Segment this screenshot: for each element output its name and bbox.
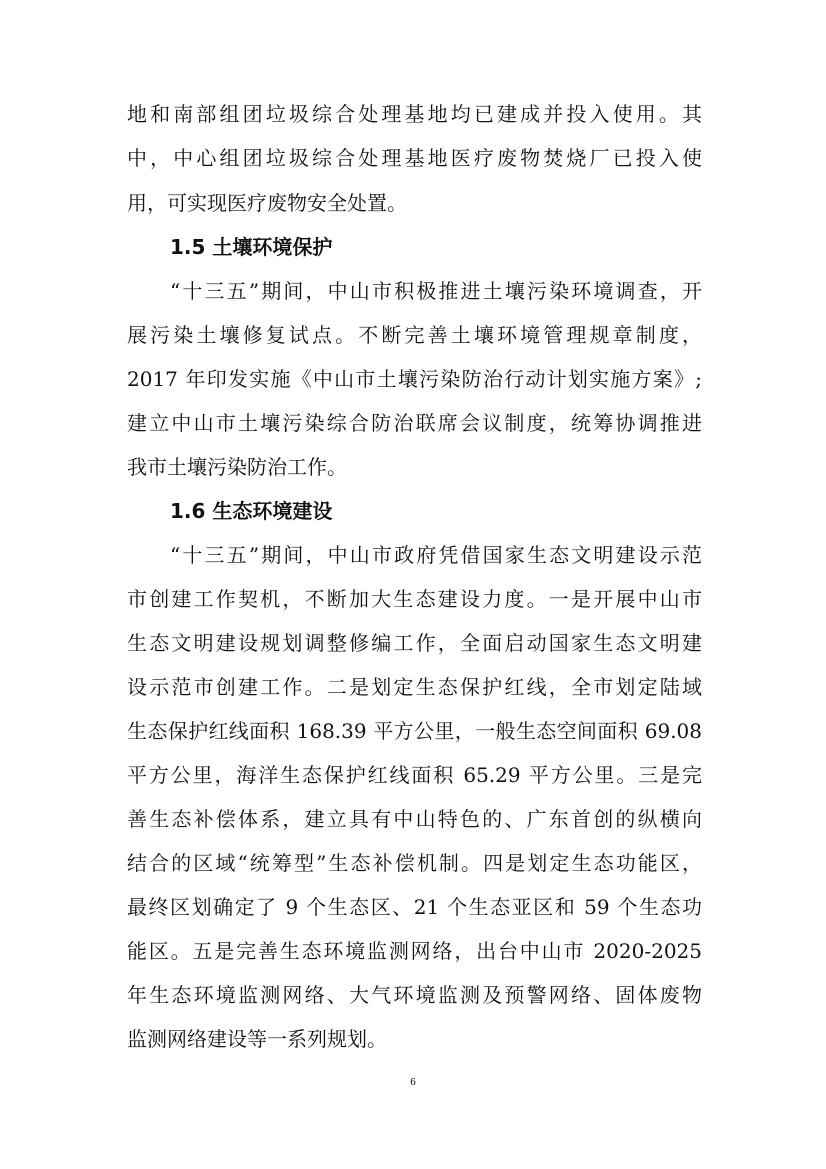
paragraph-line: “十三五”期间，中山市积极推进土壤污染环境调查，开 [170,279,702,303]
paragraph-line: 设示范市创建工作。二是划定生态保护红线，全市划定陆域 [127,675,702,699]
paragraph-line: 建立中山市土壤污染综合防治联席会议制度，统筹协调推进 [127,411,702,435]
paragraph-line: 监测网络建设等一系列规划。 [127,1027,387,1051]
paragraph-line: 平方公里，海洋生态保护红线面积 65.29 平方公里。三是完 [127,763,702,787]
paragraph-line: 地和南部组团垃圾综合处理基地均已建成并投入使用。其 [127,102,702,126]
paragraph-line: 最终区划确定了 9 个生态区、21 个生态亚区和 59 个生态功 [127,895,702,919]
paragraph-line: 用，可实现医疗废物安全处置。 [127,191,407,215]
paragraph-line: 我市土壤污染防治工作。 [127,455,347,479]
paragraph-line: 年生态环境监测网络、大气环境监测及预警网络、固体废物 [127,983,702,1007]
paragraph-line: 中，中心组团垃圾综合处理基地医疗废物焚烧厂已投入使 [127,146,702,170]
paragraph-line: 生态文明建设规划调整修编工作，全面启动国家生态文明建 [127,631,702,655]
paragraph-line: 展污染土壤修复试点。不断完善土壤环境管理规章制度， [127,323,702,347]
paragraph-line: 能区。五是完善生态环境监测网络，出台中山市 2020-2025 [127,939,702,963]
section-heading-soil: 1.5 土壤环境保护 [170,235,333,259]
paragraph-line: 结合的区域“统筹型”生态补偿机制。四是划定生态功能区， [127,851,702,875]
paragraph-line: 生态保护红线面积 168.39 平方公里，一般生态空间面积 69.08 [127,719,702,743]
section-heading-ecology: 1.6 生态环境建设 [170,499,333,523]
paragraph-line: 市创建工作契机，不断加大生态建设力度。一是开展中山市 [127,587,702,611]
paragraph-line: “十三五”期间，中山市政府凭借国家生态文明建设示范 [170,543,702,567]
page-number: 6 [410,1076,416,1088]
paragraph-line: 善生态补偿体系，建立具有中山特色的、广东首创的纵横向 [127,807,702,831]
paragraph-line: 2017 年印发实施《中山市土壤污染防治行动计划实施方案》; [127,367,702,391]
